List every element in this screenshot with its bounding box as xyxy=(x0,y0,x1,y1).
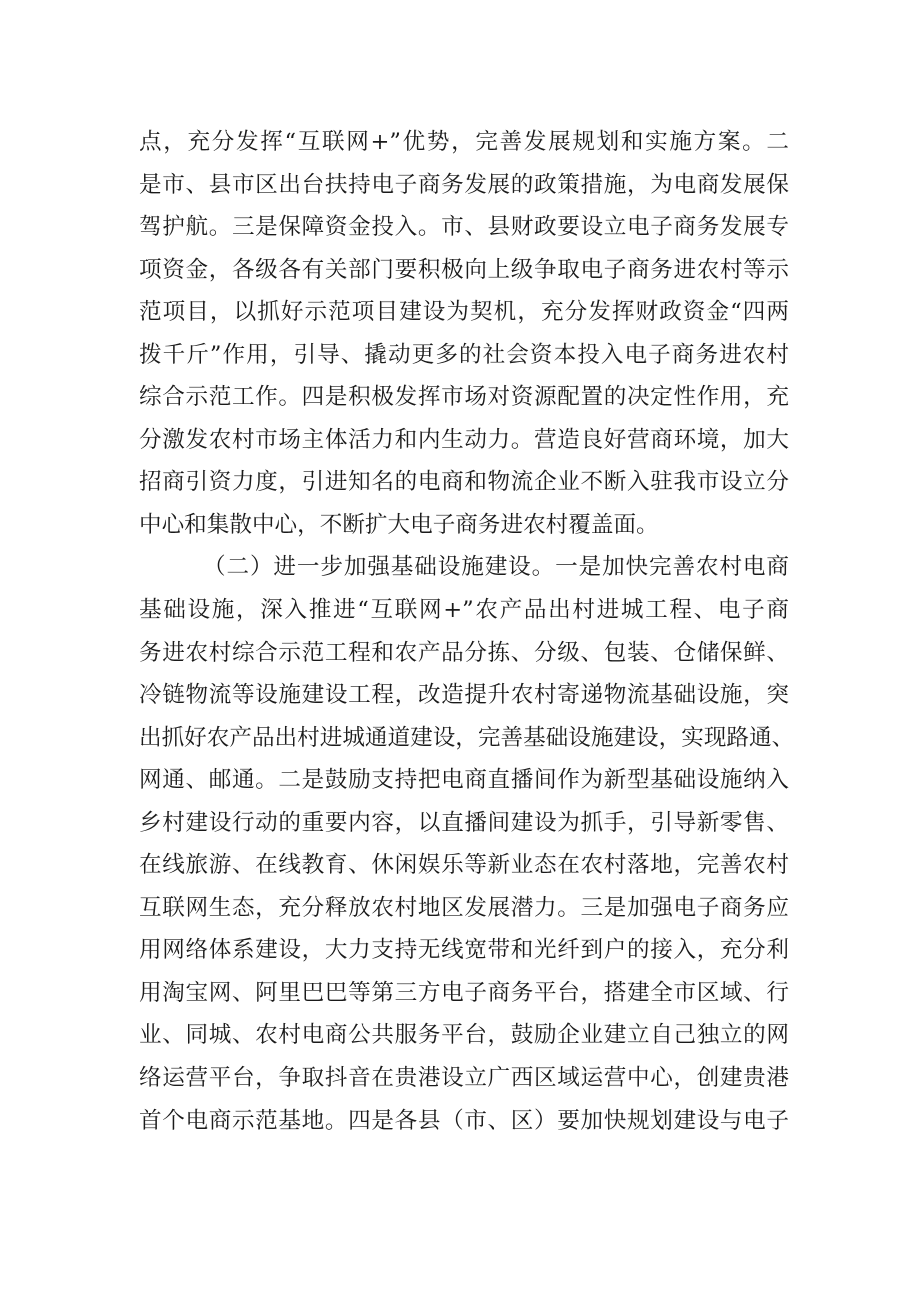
paragraph-line: 络运营平台，争取抖音在贵港设立广西区域运营中心，创建贵港 xyxy=(139,1065,789,1092)
paragraph-line: 范项目，以抓好示范项目建设为契机，充分发挥财政资金“四两 xyxy=(139,299,789,326)
paragraph-line: 项资金，各级各有关部门要积极向上级争取电子商务进农村等示 xyxy=(139,256,789,283)
paragraph-2 xyxy=(139,546,795,1142)
paragraph-line: 业、同城、农村电商公共服务平台，鼓励企业建立自己独立的网 xyxy=(139,1022,789,1049)
paragraph-line: 首个电商示范基地。四是各县（市、区）要加快规划建设与电子 xyxy=(139,1107,789,1134)
paragraph-line: 拨千斤”作用，引导、撬动更多的社会资本投入电子商务进农村 xyxy=(139,341,789,368)
document-body xyxy=(139,121,795,1142)
paragraph-line: （二）进一步加强基础设施建设。一是加快完善农村电商 xyxy=(203,554,789,581)
paragraph-line: 用淘宝网、阿里巴巴等第三方电子商务平台，搭建全市区域、行 xyxy=(139,979,789,1006)
paragraph-line: 用网络体系建设，大力支持无线宽带和光纤到户的接入，充分利 xyxy=(139,937,789,964)
paragraph-line: 出抓好农产品出村进城通道建设，完善基础设施建设，实现路通、 xyxy=(139,724,795,751)
paragraph-line: 驾护航。三是保障资金投入。市、县财政要设立电子商务发展专 xyxy=(139,214,789,241)
paragraph-line: 在线旅游、在线教育、休闲娱乐等新业态在农村落地，完善农村 xyxy=(139,852,789,879)
paragraph-line: 乡村建设行动的重要内容，以直播间建设为抓手，引导新零售、 xyxy=(139,809,789,836)
paragraph-line: 冷链物流等设施建设工程，改造提升农村寄递物流基础设施，突 xyxy=(139,682,789,709)
paragraph-line: 招商引资力度，引进知名的电商和物流企业不断入驻我市设立分 xyxy=(139,469,789,496)
paragraph-line: 网通、邮通。二是鼓励支持把电商直播间作为新型基础设施纳入 xyxy=(139,767,789,794)
paragraph-line: 基础设施，深入推进“互联网+”农产品出村进城工程、电子商 xyxy=(139,597,789,624)
paragraph-line: 综合示范工作。四是积极发挥市场对资源配置的决定性作用，充 xyxy=(139,384,789,411)
paragraph-line: 务进农村综合示范工程和农产品分拣、分级、包装、仓储保鲜、 xyxy=(139,639,789,666)
paragraph-line: 互联网生态，充分释放农村地区发展潜力。三是加强电子商务应 xyxy=(139,894,789,921)
paragraph-1 xyxy=(139,121,789,546)
paragraph-line: 分激发农村市场主体活力和内生动力。营造良好营商环境，加大 xyxy=(139,426,789,453)
paragraph-line: 是市、县市区出台扶持电子商务发展的政策措施，为电商发展保 xyxy=(139,171,789,198)
paragraph-line: 点，充分发挥“互联网+”优势，完善发展规划和实施方案。二 xyxy=(139,129,789,155)
paragraph-line: 中心和集散中心，不断扩大电子商务进农村覆盖面。 xyxy=(139,511,659,538)
